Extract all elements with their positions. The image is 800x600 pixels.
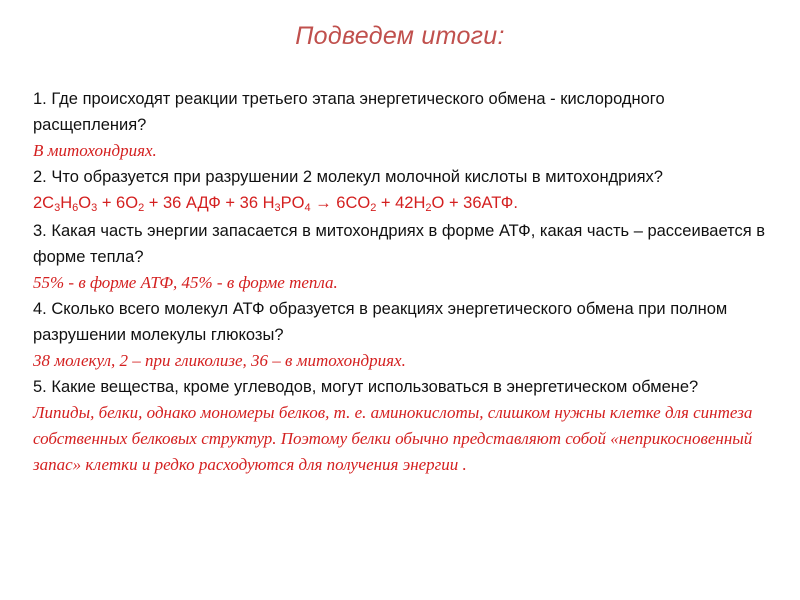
- answer-4: 38 молекул, 2 – при гликолизе, 36 – в митохондриях.: [33, 351, 406, 370]
- eq-text: O: [78, 194, 92, 212]
- question-5: 5. Какие вещества, кроме углеводов, могут использоваться в энергетическом обмене?: [33, 378, 699, 396]
- eq-subscript: 2: [370, 202, 377, 214]
- eq-text: PO: [280, 194, 305, 212]
- eq-text: + 36 АДФ + 36 H: [144, 194, 275, 212]
- question-3: 3. Какая часть энергии запасается в митохондриях в форме АТФ, какая часть – рассеивается в форме тепла?: [33, 222, 765, 266]
- eq-subscript: 3: [91, 202, 98, 214]
- answer-5: Липиды, белки, однако мономеры белков, т. е. аминокислоты, слишком нужны клетке для синтеза собственных белковых структур. Поэтому белки обычно представляют собой «неприкосновенный запас» клетки и редко расходуются для получения энергии .: [33, 403, 753, 474]
- eq-text: + 6O: [97, 194, 139, 212]
- question-1: 1. Где происходят реакции третьего этапа энергетического обмена - кислородного расщепления?: [33, 90, 665, 134]
- eq-text: O + 36АТФ.: [431, 194, 518, 212]
- answer-1: В митохондриях.: [33, 141, 157, 160]
- eq-subscript: 2: [138, 202, 145, 214]
- eq-text: 6CO: [336, 194, 371, 212]
- eq-subscript: 2: [425, 202, 432, 214]
- arrow-icon: →: [310, 194, 337, 212]
- question-2: 2. Что образуется при разрушении 2 молекул молочной кислоты в митохондриях?: [33, 168, 663, 186]
- eq-subscript: 4: [304, 202, 311, 214]
- answer-2-equation: [33, 190, 778, 216]
- eq-subscript: 6: [72, 202, 79, 214]
- slide-content: [33, 86, 778, 478]
- slide-title: Подведем итоги:: [295, 22, 505, 50]
- eq-text: H: [60, 194, 73, 212]
- eq-subscript: 3: [274, 202, 281, 214]
- question-4: 4. Сколько всего молекул АТФ образуется в реакциях энергетического обмена при полном разрушении молекулы глюкозы?: [33, 300, 728, 344]
- eq-text: 2C: [33, 194, 55, 212]
- answer-3: 55% - в форме АТФ, 45% - в форме тепла.: [33, 273, 338, 292]
- eq-subscript: 3: [54, 202, 61, 214]
- eq-text: + 42H: [376, 194, 426, 212]
